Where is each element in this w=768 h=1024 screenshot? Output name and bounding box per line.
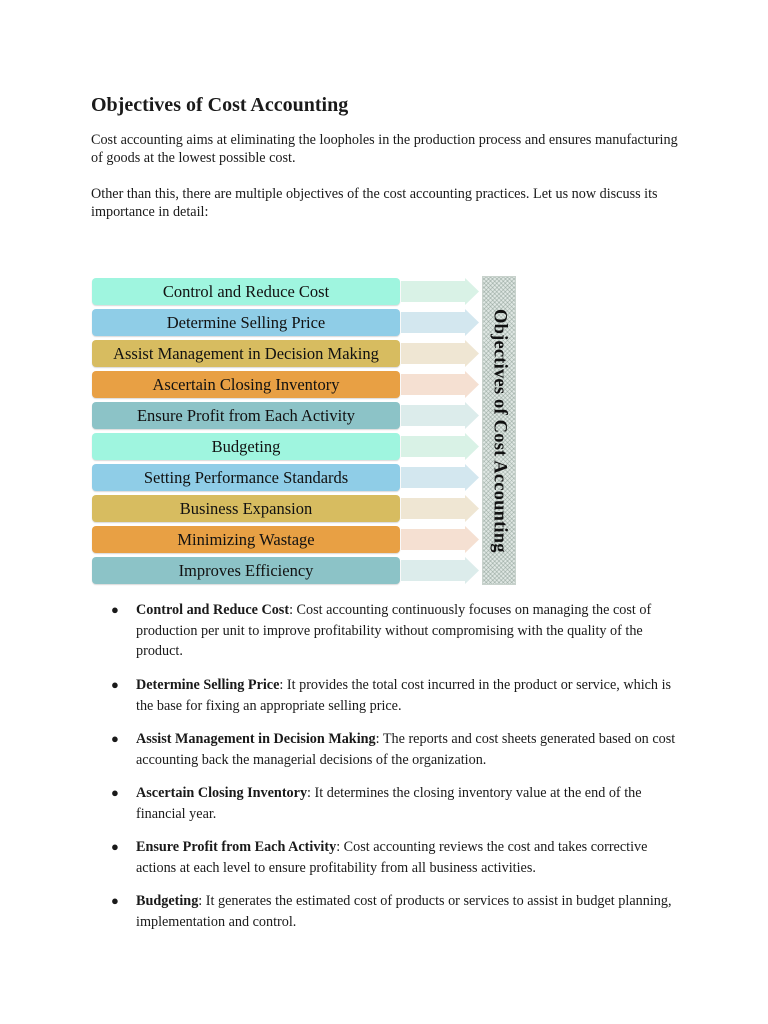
diagram-item: Setting Performance Standards <box>92 464 400 491</box>
intro-paragraph: Cost accounting aims at eliminating the loopholes in the production process and ensures manufacturing of goods at the lowest possible cost. <box>91 132 678 166</box>
diagram-item: Control and Reduce Cost <box>92 278 400 305</box>
list-item <box>111 600 676 662</box>
bullet-icon: ● <box>111 785 119 800</box>
bullet-description: : Cost accounting reviews the cost and takes corrective actions at each level to ensure profitability from all business activities. <box>136 839 648 876</box>
bullet-description: : It determines the closing inventory value at the end of the financial year. <box>136 785 642 822</box>
list-item <box>111 729 676 770</box>
bullet-icon: ● <box>111 839 119 854</box>
bullet-description: : It generates the estimated cost of products or services to assist in budget planning, implementation and control. <box>136 893 672 930</box>
list-item <box>111 675 676 716</box>
arrow-right-icon <box>401 557 479 584</box>
bullet-icon: ● <box>111 602 119 617</box>
arrow-right-icon <box>401 464 479 491</box>
diagram-item: Improves Efficiency <box>92 557 400 584</box>
arrow-right-icon <box>401 402 479 429</box>
bullet-term: Determine Selling Price <box>136 677 280 693</box>
bullet-term: Assist Management in Decision Making <box>136 731 376 747</box>
diagram-item: Ascertain Closing Inventory <box>92 371 400 398</box>
diagram-item: Budgeting <box>92 433 400 460</box>
arrow-right-icon <box>401 433 479 460</box>
arrow-right-icon <box>401 526 479 553</box>
bullet-term: Control and Reduce Cost <box>136 602 290 618</box>
list-item <box>111 783 676 824</box>
importance-paragraph: Other than this, there are multiple objectives of the cost accounting practices. Let us now discuss its importance in detail: <box>91 186 658 220</box>
diagram-item: Determine Selling Price <box>92 309 400 336</box>
objectives-diagram <box>92 276 516 586</box>
bullet-term: Ensure Profit from Each Activity <box>136 839 337 855</box>
arrow-right-icon <box>401 278 479 305</box>
bullet-icon: ● <box>111 677 119 692</box>
arrow-right-icon <box>401 371 479 398</box>
bullet-description: : Cost accounting continuously focuses on managing the cost of production per unit to improve profitability without compromising with the quality of the product. <box>136 602 652 659</box>
arrow-right-icon <box>401 340 479 367</box>
bullet-icon: ● <box>111 893 119 908</box>
list-item <box>111 837 676 878</box>
diagram-item: Assist Management in Decision Making <box>92 340 400 367</box>
arrow-right-icon <box>401 495 479 522</box>
page-title: Objectives of Cost Accounting <box>91 94 349 116</box>
arrow-right-icon <box>401 309 479 336</box>
diagram-item: Ensure Profit from Each Activity <box>92 402 400 429</box>
diagram-item: Minimizing Wastage <box>92 526 400 553</box>
objectives-side-label-box <box>482 276 516 585</box>
bullet-description: : It provides the total cost incurred in the product or service, which is the base for fixing an appropriate selling price. <box>136 677 672 714</box>
bullet-term: Budgeting <box>136 893 199 909</box>
bullet-term: Ascertain Closing Inventory <box>136 785 308 801</box>
objectives-side-label: Objectives of Cost Accounting <box>489 308 510 553</box>
diagram-item: Business Expansion <box>92 495 400 522</box>
bullet-icon: ● <box>111 731 119 746</box>
list-item <box>111 891 676 932</box>
bullet-description: : The reports and cost sheets generated based on cost accounting back the managerial decisions of the organization. <box>136 731 676 768</box>
